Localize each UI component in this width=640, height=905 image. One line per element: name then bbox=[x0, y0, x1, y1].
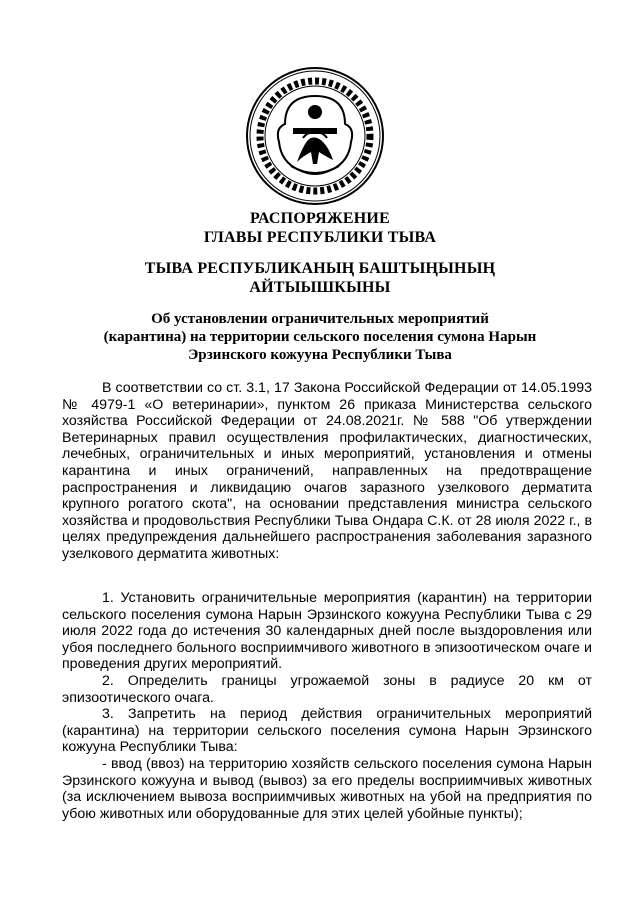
order-items bbox=[62, 590, 592, 822]
preamble bbox=[62, 380, 592, 563]
item-3: 3. Запретить на период действия ограничительных мероприятий (карантина) на территории сельского поселения сумона Нарын Эрзинского кожууна Республики Тыва: bbox=[62, 706, 592, 756]
item-2: 2. Определить границы угрожаемой зоны в радиусе 20 км от эпизоотического очага. bbox=[62, 672, 592, 706]
subject-line-2: (карантина) на территории сельского поселения сумона Нарын bbox=[103, 329, 537, 345]
title-ru-line-2: ГЛАВЫ РЕСПУБЛИКИ ТЫВА bbox=[203, 229, 437, 246]
item-3-subitem: - ввод (ввоз) на территорию хозяйств сельского поселения сумона Нарын Эрзинского кожууна и вывод (вывоз) за его пределы восприимчивых животных (за исключением вывоза восприимчивых животных на убой на предприятия по убою животных или оборудованные для этих целей убойные пункты); bbox=[62, 755, 592, 822]
title-tyv-line-2: АЙТЫЫШКЫНЫ bbox=[249, 279, 391, 296]
document-subject bbox=[60, 310, 580, 364]
subject-line-3: Эрзинского кожууна Республики Тыва bbox=[188, 347, 452, 363]
preamble-paragraph: В соответствии со ст. 3.1, 17 Закона Российской Федерации от 14.05.1993 № 4979-1 «О ветеринарии», пунктом 26 приказа Министерства сельского хозяйства Российской Федерации от 24.08.2021г. № 588 "Об утверждении Ветеринарных правил осуществления профилактических, диагностических, лечебных, ограничительных и иных мероприятий, установления и отмены карантина и иных ограничений, направленных на предотвращение распространения и ликвидацию очагов заразного узелкового дерматита крупного рогатого скота", на основании представления министра сельского хозяйства и продовольствия Республики Тыва Ондара С.К. от 28 июля 2022 г., в целях предупреждения дальнейшего распространения заболевания заразного узелкового дерматита животных: bbox=[62, 380, 592, 562]
document-title-ru bbox=[0, 209, 640, 247]
tuva-coat-of-arms-icon bbox=[245, 66, 385, 206]
item-1: 1. Установить ограничительные мероприятия (карантин) на территории сельского поселения сумона Нарын Эрзинского кожууна Республики Тыва с 29 июля 2022 года до истечения 30 календарных дней после выздоровления или убоя последнего больного восприимчивого животного в эпизоотическом очаге и проведения других мероприятий. bbox=[62, 590, 592, 673]
document-title-tyv bbox=[0, 259, 640, 297]
title-tyv-line-1: ТЫВА РЕСПУБЛИКАНЫҢ БАШТЫҢЫНЫҢ bbox=[144, 260, 496, 277]
subject-line-1: Об установлении ограничительных мероприятий bbox=[151, 311, 489, 327]
title-ru-line-1: РАСПОРЯЖЕНИЕ bbox=[250, 210, 390, 227]
